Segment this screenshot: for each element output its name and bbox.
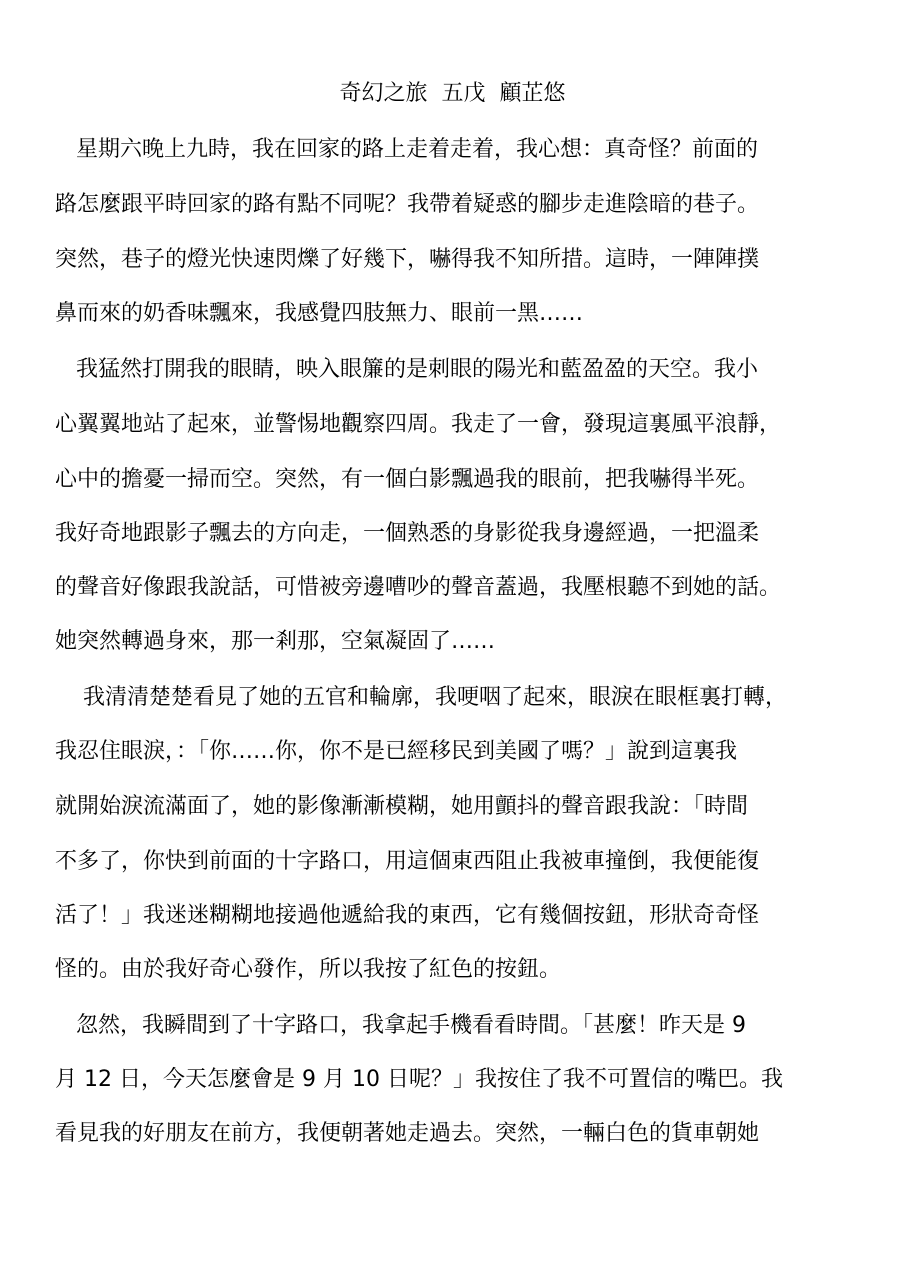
text-line-1: 星期六晚上九時，我在回家的路上走着走着，我心想：真奇怪？前面的 (55, 137, 758, 162)
document-title: 奇幻之旅 五戊 顧芷悠 (339, 81, 566, 106)
text-line-13: 就開始淚流滿面了，她的影像漸漸模糊，她用顫抖的聲音跟我說：「時間 (55, 794, 749, 819)
text-line-16: 怪的。由於我好奇心發作，所以我按了紅色的按鈕。 (55, 957, 562, 982)
text-line-17: 忽然，我瞬間到了十字路口，我拿起手機看看時間。「甚麼！昨天是 9 (55, 1013, 746, 1038)
text-line-5: 我猛然打開我的眼睛，映入眼簾的是刺眼的陽光和藍盈盈的天空。我小 (55, 357, 758, 382)
text-line-4: 鼻而來的奶香味飄來，我感覺四肢無力、眼前一黑…… (55, 301, 584, 326)
text-line-19: 看見我的好朋友在前方，我便朝著她走過去。突然，一輛白色的貨車朝她 (55, 1121, 760, 1146)
text-line-2: 路怎麼跟平時回家的路有點不同呢？我帶着疑惑的腳步走進陰暗的巷子。 (55, 192, 760, 217)
text-line-14: 不多了，你快到前面的十字路口，用這個東西阻止我被車撞倒，我便能復 (55, 849, 760, 874)
text-line-18: 月 12 日，今天怎麼會是 9 月 10 日呢？」我按住了我不可置信的嘴巴。我 (55, 1067, 783, 1092)
text-line-7: 心中的擔憂一掃而空。突然，有一個白影飄過我的眼前，把我嚇得半死。 (55, 467, 760, 492)
text-line-6: 心翼翼地站了起來，並警惕地觀察四周。我走了一會，發現這裏風平浪靜， (55, 412, 782, 437)
text-line-8: 我好奇地跟影子飄去的方向走，一個熟悉的身影從我身邊經過，一把溫柔 (55, 521, 760, 546)
text-line-3: 突然，巷子的燈光快速閃爍了好幾下，嚇得我不知所措。這時，一陣陣撲 (55, 247, 760, 272)
text-line-15: 活了！」我迷迷糊糊地接過他遞給我的東西，它有幾個按鈕，形狀奇奇怪 (55, 903, 760, 928)
text-line-10: 她突然轉過身來，那一剎那，空氣凝固了…… (55, 629, 496, 654)
text-line-9: 的聲音好像跟我說話，可惜被旁邊嘈吵的聲音蓋過，我壓根聽不到她的話。 (55, 575, 782, 600)
text-line-11: 我清清楚楚看見了她的五官和輪廓，我哽咽了起來，眼淚在眼框裏打轉， (55, 685, 787, 710)
text-line-12: 我忍住眼淚，：「你……你，你不是已經移民到美國了嗎？」說到這裏我 (55, 739, 738, 764)
